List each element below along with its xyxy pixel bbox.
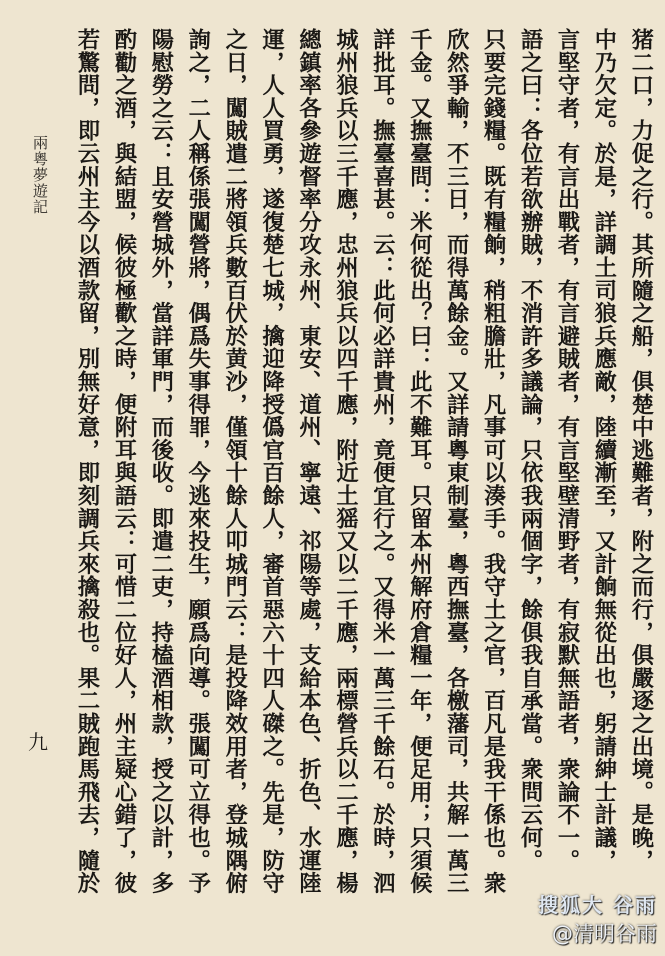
text-body bbox=[72, 28, 656, 928]
text-column-15: 酌勸之酒，與結盟，候彼極歡之時，便附耳與語云：可惜二位好人，州主疑心錯了，彼 bbox=[110, 28, 137, 895]
text-column-11: 運，人人買勇，遂復楚七城，擒迎降授僞官百餘人，審首惡六十四人磔之。先是，防守 bbox=[258, 28, 285, 895]
text-column-8: 詳批耳。撫臺喜甚。云：此何必詳貴州，竟便宜行之。又得米一萬三千餘石。於時，泗 bbox=[369, 28, 396, 895]
text-column-7: 千金。又撫臺問：米何從出？曰：此不難耳。只留本州解府倉糧一年，便足用；只須候 bbox=[406, 28, 433, 895]
text-column-12: 之日，闖賊遣二將領兵數百伏於黄沙，僅領十餘人叩城門云：是投降效用者，登城隅俯 bbox=[221, 28, 248, 895]
text-column-3: 言堅守者，有言出戰者，有言避賊者，有言堅壁清野者，有寂默無語者，衆論不一。 bbox=[553, 28, 580, 872]
text-column-10: 總鎮率各參遊督率分攻永州、東安、道州、寧遠、祁陽等處，支給本色、折色、水運陸 bbox=[295, 28, 322, 895]
text-column-1: 猪二口，力促之行。其所隨之船，俱楚中逃難者，附之而行，俱嚴逐之出境。是晚， bbox=[627, 28, 654, 872]
text-column-6: 欣然爭輸，不三日，而得萬餘金。又詳請粵東制臺，粵西撫臺，各檄藩司，共解一萬三 bbox=[443, 28, 470, 895]
running-head: 兩粵夢遊記 bbox=[31, 135, 49, 215]
text-column-16: 若驚問，即云州主今以酒款留，別無好意，即刻調兵來擒殺也。果二賊跑馬飛去，隨於 bbox=[74, 28, 100, 895]
page-number: 九 bbox=[28, 730, 48, 754]
text-column-14: 陽慰勞之云：且安營城外，當詳軍門，而後收。即遣二吏，持榼酒相款，授之以計，多 bbox=[147, 28, 174, 895]
watermark-handle: @清明谷雨 bbox=[552, 922, 657, 946]
text-column-2: 中乃欠定。於是，詳調土司狼兵應敵，陸續漸至，又計餉無從出也，躬請紳士計議， bbox=[590, 28, 617, 872]
watermark bbox=[538, 889, 657, 948]
text-column-5: 只要完錢糧。既有糧餉，稍粗膽壯，凡事可以湊手。我守土之官，百凡是我干係也。衆 bbox=[480, 28, 507, 895]
text-column-13: 詢之，二人稱係張闖營將，偶爲失事得罪，今逃來投生，願爲向導。張闖可立得也。予 bbox=[184, 28, 211, 895]
text-column-9: 城州狼兵以三千應，忠州狼兵以四千應，附近土猺又以二千應，兩標營兵以二千應，楊 bbox=[332, 28, 359, 895]
watermark-top: 搜狐大 谷雨 bbox=[538, 893, 657, 917]
text-column-4: 語之曰：各位若欲辦賊，不消許多議論，只依我兩個字，餘俱我自承當。衆問云何。 bbox=[517, 28, 544, 872]
